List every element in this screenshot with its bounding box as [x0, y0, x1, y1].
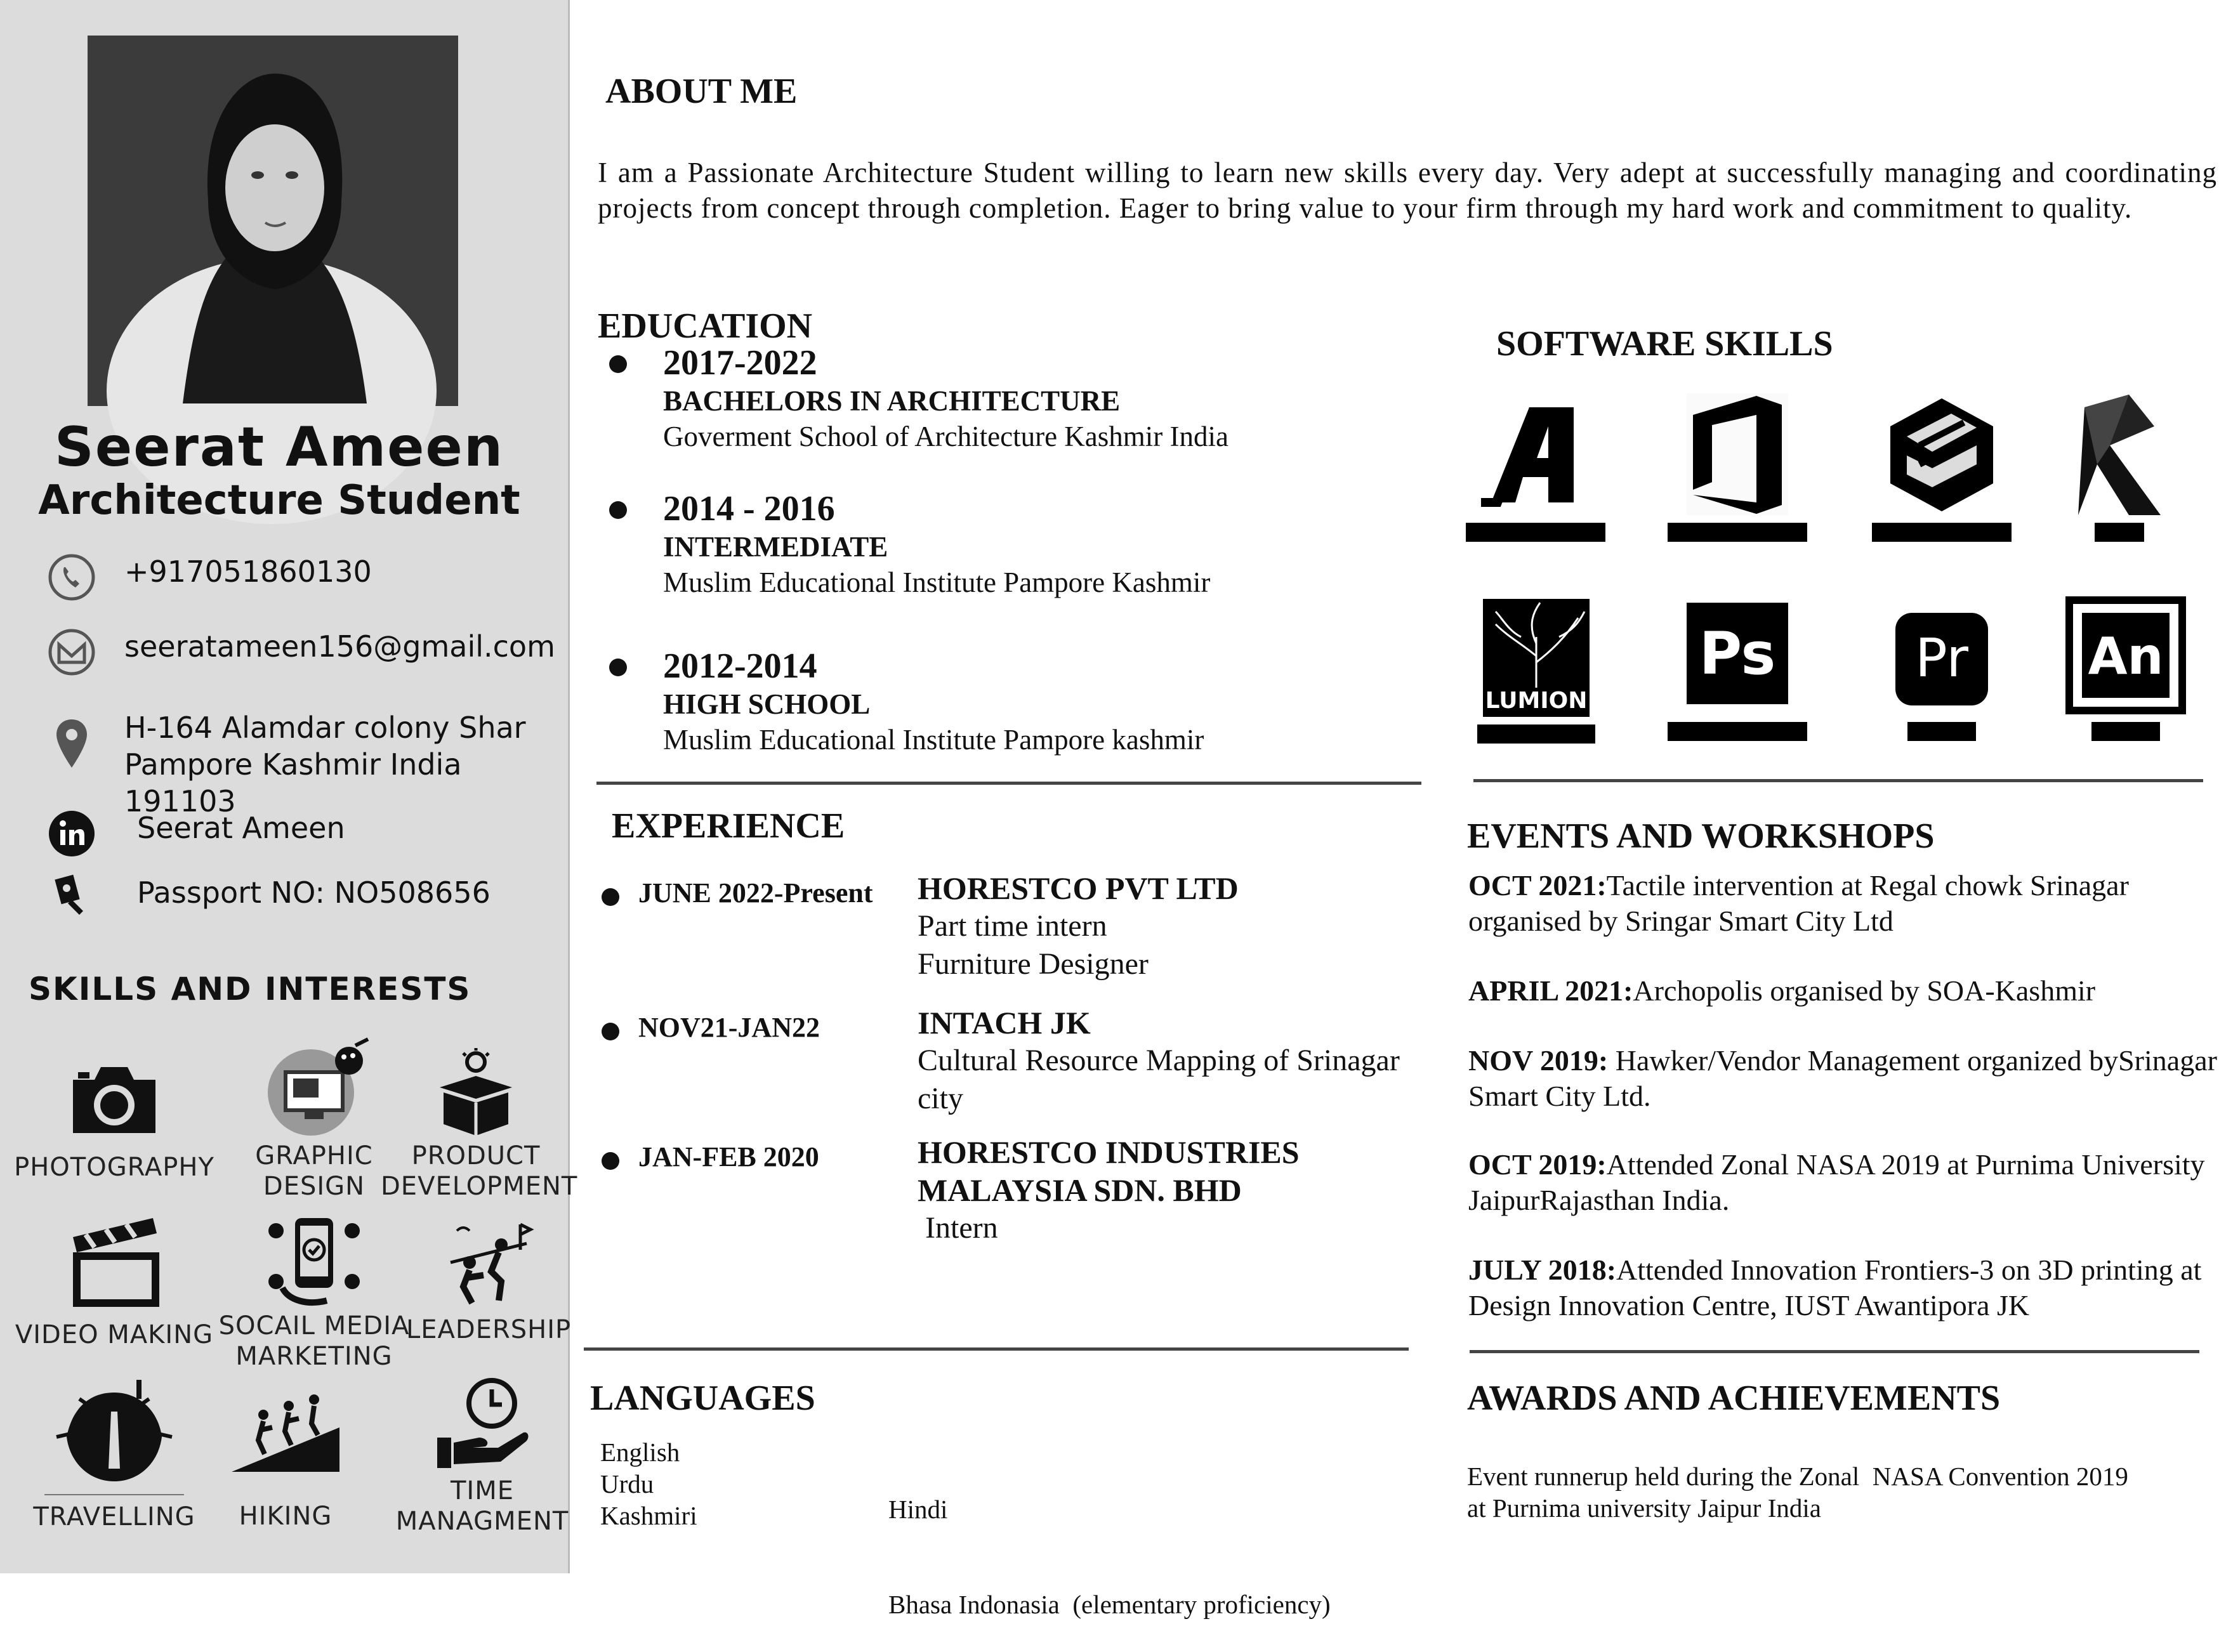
software-photoshop: [1668, 603, 1807, 741]
languages-list: English Urdu Kashmiri: [600, 1438, 697, 1530]
education-item: 2014 - 2016 INTERMEDIATE Muslim Educational Institute Pampore Kashmir: [609, 488, 1210, 600]
contact-email: [44, 628, 555, 676]
skill-level-bar: [1477, 724, 1595, 744]
lumion-icon: [1483, 599, 1590, 717]
divider: [1470, 1350, 2199, 1353]
contact-passport: [44, 874, 491, 919]
divider: [584, 1347, 1409, 1351]
languages-title: LANGUAGES: [590, 1379, 815, 1418]
time-management-icon: [435, 1377, 530, 1472]
photoshop-label: Ps: [1699, 620, 1776, 688]
events-title: EVENTS AND WORKSHOPS: [1467, 816, 1935, 856]
about-text: I am a Passionate Architecture Student willing to learn new skills every day. Very adept at successfully managing and coordinating projects from concept through completion. Eager to bring value to your firm through my hard work and commitment to quality.: [598, 157, 2217, 224]
software-animate: [2056, 596, 2196, 741]
event-item: NOV 2019: Hawker/Vendor Management organized bySrinagar Smart City Ltd.: [1468, 1044, 2225, 1112]
skill-level-bar: [2091, 722, 2160, 741]
person-role: Architecture Student: [38, 477, 520, 524]
lumion-label: LUMION: [1485, 688, 1588, 714]
passport-icon: [53, 874, 91, 919]
skill-level-bar: [1668, 722, 1807, 741]
camera-icon: [67, 1063, 162, 1137]
skill-social-media: SOCAIL MEDIA MARKETING: [216, 1212, 412, 1372]
passport-number: Passport NO: NO508656: [137, 875, 491, 910]
event-item: JULY 2018:Attended Innovation Frontiers-3 on 3D printing at Design Innovation Centre, IUST Awantipora JK: [1468, 1254, 2202, 1321]
mail-icon: [48, 628, 96, 676]
software-premiere: [1872, 613, 2012, 741]
contact-address: [44, 709, 568, 820]
profile-photo: [88, 36, 458, 406]
skill-photography: PHOTOGRAPHY: [6, 1061, 222, 1183]
skill-level-bar: [1907, 722, 1976, 741]
linkedin-name[interactable]: Seerat Ameen: [137, 811, 345, 845]
event-item: APRIL 2021:Archopolis organised by SOA-Kashmir: [1468, 974, 2096, 1007]
revit-icon: [2072, 395, 2167, 515]
sidebar: [0, 0, 578, 1573]
software-office: [1668, 393, 1807, 542]
sketchup-icon: [1881, 395, 2002, 515]
skill-level-bar: [1872, 523, 2012, 542]
software-revit: [2069, 395, 2170, 542]
education-title: EDUCATION: [598, 306, 813, 346]
social-media-icon: [263, 1212, 365, 1307]
contact-phone: [44, 553, 372, 601]
languages-list: Hindi Bhasa Indonasia (elementary proficiency): [888, 1495, 1331, 1619]
skill-level-bar: [1466, 523, 1605, 542]
product-box-icon: [435, 1048, 517, 1137]
photoshop-icon: [1687, 603, 1788, 704]
autocad-icon: [1479, 395, 1593, 515]
graphic-design-icon: [254, 1042, 374, 1137]
person-name: Seerat Ameen: [54, 416, 504, 479]
hiking-icon: [232, 1396, 339, 1472]
skills-title: SKILLS AND INTERESTS: [29, 971, 471, 1007]
skill-product-development: PRODUCT DEVELOPMENT: [381, 1040, 571, 1202]
divider: [1473, 779, 2203, 782]
education-item: 2017-2022 BACHELORS IN ARCHITECTURE Goverment School of Architecture Kashmir India: [609, 343, 1228, 454]
premiere-label: Pr: [1915, 627, 1968, 689]
skill-travelling: TRAVELLING: [6, 1380, 222, 1532]
animate-label: An: [2088, 627, 2164, 686]
software-autocad: [1466, 395, 1605, 542]
bullet: [602, 1152, 619, 1170]
address: H-164 Alamdar colony Shar Pampore Kashmir India 191103: [124, 711, 526, 818]
email-address[interactable]: seeratameen156@gmail.com: [124, 629, 555, 664]
skill-leadership: LEADERSHIP: [406, 1218, 571, 1345]
linkedin-icon: [48, 810, 96, 858]
skill-time-management: TIME MANAGMENT: [393, 1377, 571, 1537]
skill-level-bar: [1668, 523, 1807, 542]
leadership-icon: [444, 1218, 533, 1307]
award-text: Event runnerup held during the Zonal NASA Convention 2019 at Purnima university Jaipur India: [1467, 1462, 2128, 1523]
skill-hiking: HIKING: [209, 1396, 362, 1531]
software-title: SOFTWARE SKILLS: [1496, 324, 1833, 364]
phone-icon: [48, 553, 96, 601]
education-item: 2012-2014 HIGH SCHOOL Muslim Educational Institute Pampore kashmir: [609, 646, 1204, 757]
skill-level-bar: [2095, 523, 2144, 542]
contact-linkedin: [44, 810, 345, 858]
bullet: [602, 888, 619, 906]
skill-graphic-design: GRAPHIC DESIGN: [228, 1040, 400, 1202]
skill-video-making: VIDEO MAKING: [6, 1212, 222, 1350]
software-lumion: [1470, 599, 1603, 744]
experience-title: EXPERIENCE: [612, 806, 845, 846]
event-item: OCT 2021:Tactile intervention at Regal chowk Srinagar organised by Sringar Smart City Ltd: [1468, 869, 2129, 937]
bullet: [602, 1023, 619, 1040]
location-pin-icon: [55, 718, 88, 769]
event-item: OCT 2019:Attended Zonal NASA 2019 at Purnima University JaipurRajasthan India.: [1468, 1148, 2205, 1216]
office-icon: [1687, 393, 1788, 515]
about-title: ABOUT ME: [605, 72, 798, 111]
animate-icon: [2065, 596, 2186, 714]
software-sketchup: [1872, 395, 2012, 542]
clapperboard-icon: [67, 1212, 162, 1307]
divider: [596, 782, 1421, 785]
premiere-icon: [1895, 613, 1988, 705]
bullet: [609, 501, 627, 519]
awards-title: AWARDS AND ACHIEVEMENTS: [1467, 1379, 2001, 1418]
bullet: [609, 659, 627, 676]
bullet: [609, 355, 627, 373]
phone-number[interactable]: +917051860130: [124, 554, 372, 589]
travelling-icon: [54, 1380, 175, 1488]
